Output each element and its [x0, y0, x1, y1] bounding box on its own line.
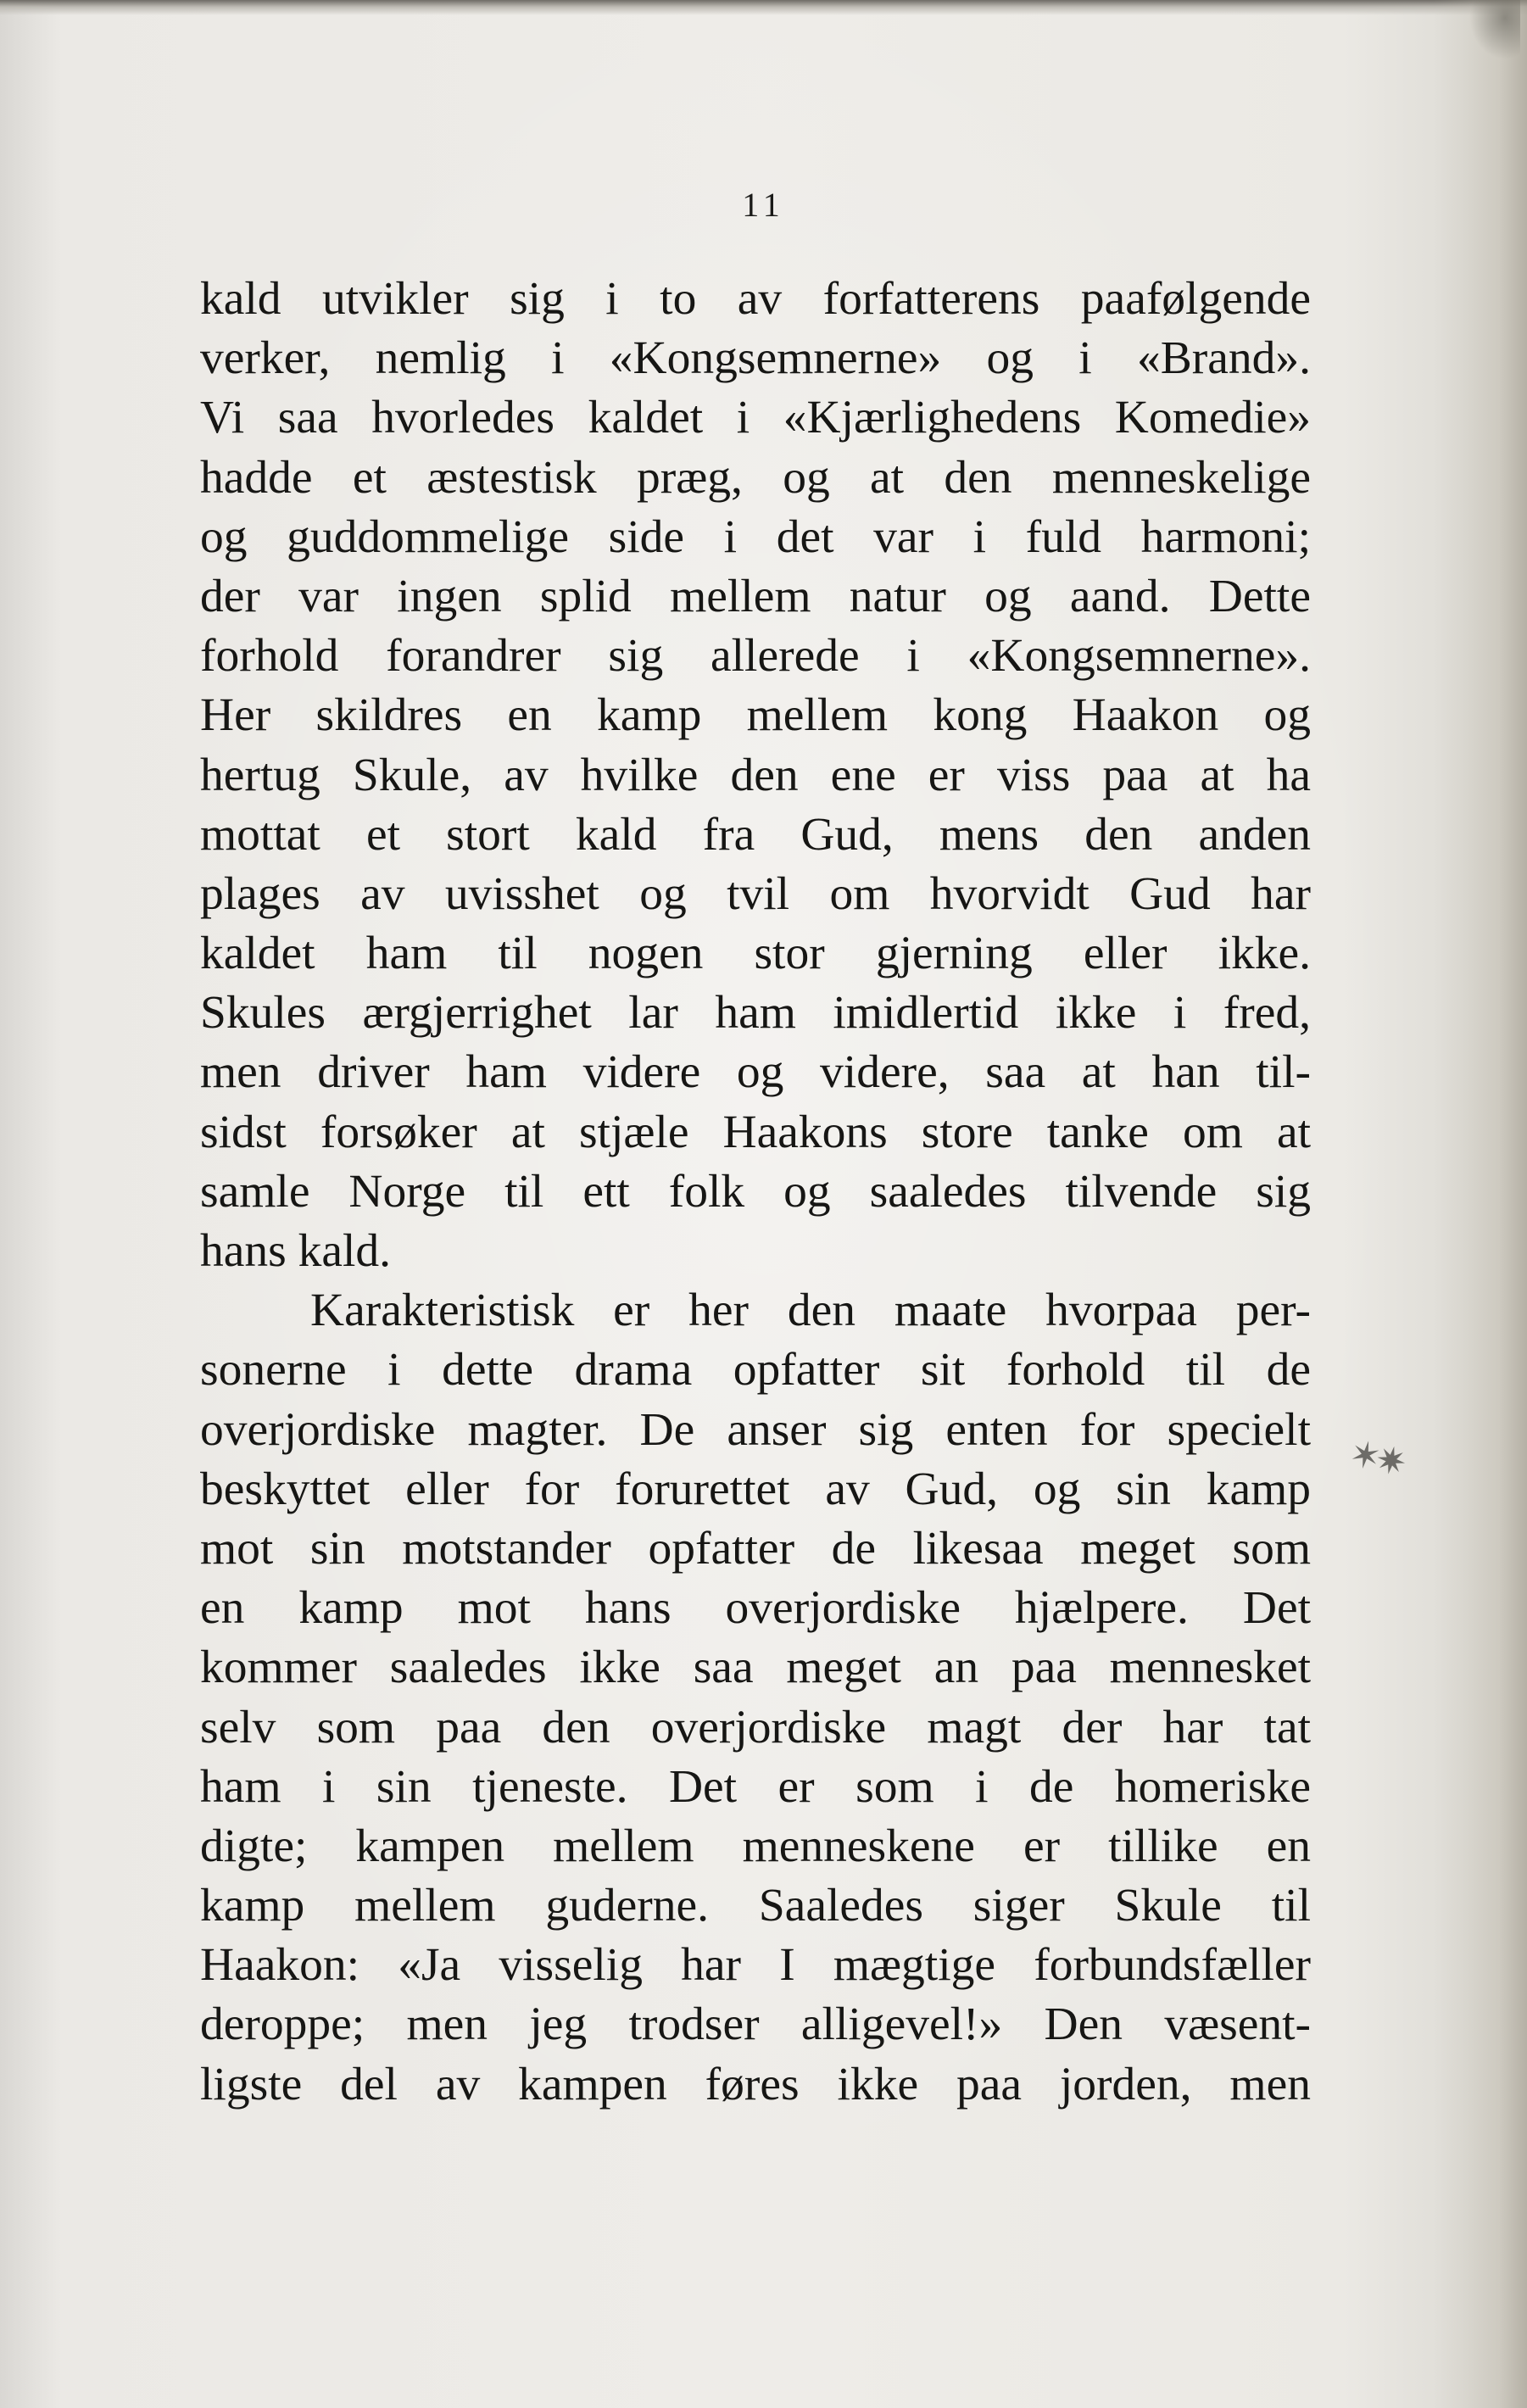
text-line: sonerne i dette drama opfatter sit forhold til de [200, 1344, 1311, 1396]
text-line: men driver ham videre og videre, saa at han til- [200, 1046, 1311, 1099]
text-line: sidst forsøker at stjæle Haakons store tanke om at [200, 1106, 1311, 1158]
body-text [200, 270, 1311, 2115]
text-line: ham i sin tjeneste. Det er som i de homeriske [200, 1760, 1311, 1813]
text-line: samle Norge til ett folk og saaledes tilvende sig [200, 1165, 1311, 1218]
text-line: selv som paa den overjordiske magt der har tat [200, 1701, 1311, 1753]
text-line: kamp mellem guderne. Saaledes siger Skule til [200, 1880, 1311, 1932]
text-line: verker, nemlig i «Kongsemnerne» og i «Brand». [200, 332, 1311, 385]
page-number: 11 [742, 186, 785, 224]
paragraph-end-line: hans kald. [200, 1225, 392, 1277]
text-line: Haakon: «Ja visselig har I mægtige forbundsfæller [200, 1939, 1311, 1992]
text-line: hertug Skule, av hvilke den ene er viss paa at ha [200, 749, 1311, 801]
text-line: plages av uvisshet og tvil om hvorvidt Gud har [200, 867, 1311, 920]
text-line: kaldet ham til nogen stor gjerning eller ikke. [200, 928, 1311, 980]
text-line: Her skildres en kamp mellem kong Haakon og [200, 689, 1311, 742]
text-line: Vi saa hvorledes kaldet i «Kjærlighedens Komedie» [200, 392, 1311, 444]
text-line: og guddommelige side i det var i fuld harmoni; [200, 510, 1311, 563]
ink-smudge-mark: ✶✷ [1346, 1431, 1407, 1485]
text-line: mottat et stort kald fra Gud, mens den anden [200, 808, 1311, 861]
text-line: kald utvikler sig i to av forfatterens paafølgende [200, 273, 1311, 325]
text-line: en kamp mot hans overjordiske hjælpere. Det [200, 1582, 1311, 1635]
page-corner-mark [1469, 0, 1520, 59]
text-line: digte; kampen mellem menneskene er tillike en [200, 1820, 1311, 1872]
page-right-edge-stain [1434, 0, 1527, 2408]
text-line: deroppe; men jeg trodser alligevel!» Den væsent- [200, 1998, 1311, 2051]
text-line: kommer saaledes ikke saa meget an paa mennesket [200, 1642, 1311, 1694]
text-line: beskyttet eller for forurettet av Gud, og sin kamp [200, 1463, 1311, 1515]
text-line: forhold forandrer sig allerede i «Kongsemnerne». [200, 630, 1311, 683]
page-top-edge-shadow [0, 0, 1527, 15]
text-line: ligste del av kampen føres ikke paa jorden, men [200, 2058, 1311, 2110]
text-line: der var ingen splid mellem natur og aand. Dette [200, 570, 1311, 622]
text-line: hadde et æstestisk præg, og at den menneskelige [200, 451, 1311, 504]
paragraph-start-line: Karakteristisk er her den maate hvorpaa per- [310, 1285, 1311, 1337]
text-line: Skules ærgjerrighet lar ham imidlertid ikke i fred, [200, 987, 1311, 1040]
text-line: overjordiske magter. De anser sig enten for specielt [200, 1403, 1311, 1456]
text-line: mot sin motstander opfatter de likesaa meget som [200, 1522, 1311, 1575]
